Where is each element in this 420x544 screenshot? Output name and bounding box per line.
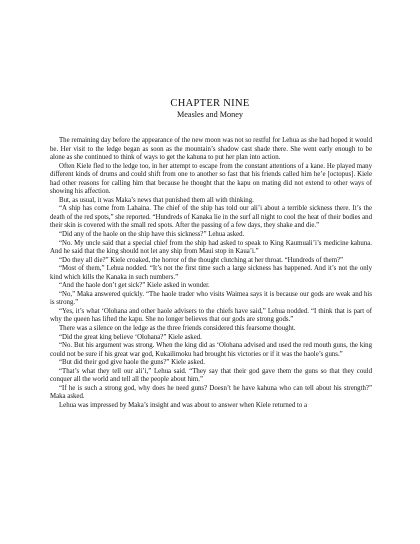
- chapter-subtitle: Measles and Money: [177, 110, 243, 119]
- chapter-title: CHAPTER NINE: [170, 98, 250, 109]
- paragraph: “No. My uncle said that a special chief from the ship had asked to speak to King Kaumuali’i’s medicine kahuna. And he said that the king should not let any ship from Maui stop in Kaua’i.”: [50, 239, 372, 256]
- paragraph: “Most of them,” Lehua nodded. “It’s not the first time such a large sickness has happened. And it’s not the only kind which kills the Kanaka in such numbers.”: [50, 265, 372, 281]
- paragraph: “But did their god give haole the guns?” Kiele asked.: [59, 359, 205, 367]
- paragraph: But, as usual, it was Maka’s news that punished them all with thinking.: [59, 196, 254, 204]
- chapter-body: [50, 137, 372, 411]
- paragraph: “If he is such a strong god, why does he need guns? Doesn’t he have kahuna who can tell about his strength?” Maka asked.: [50, 384, 372, 401]
- chapter-header: [0, 97, 420, 120]
- paragraph: There was a silence on the ledge as the three friends considered this fearsome thought.: [59, 325, 296, 333]
- paragraph: Often Kiele fled to the ledge too, in her attempt to escape from the constant attentions of a kane. He played many different kinds of drums and could shift from one to another so fast that his friends called him he’e [octopus]. Kiele had other reasons for calling him that because he thought that the kapu on mating did not extend to other ways of showing his affection.: [50, 162, 372, 196]
- paragraph: “No,” Maka answered quickly. “The haole trader who visits Waimea says it is because our gods are weak and his is strong.”: [50, 290, 372, 307]
- paragraph: “Did any of the haole on the ship have this sickness?” Lehua asked.: [59, 231, 245, 239]
- paragraph: The remaining day before the appearance of the new moon was not so restful for Lehua as she had hoped it would be. Her visit to the ledge began as soon as the mountain’s shadow cast shade there. She went early enough to be alone as she continued to think of ways to get the kahuna to put her plan into action.: [50, 137, 372, 162]
- paragraph: “And the haole don’t get sick?” Kiele asked in wonder.: [59, 282, 210, 290]
- paragraph: Lehua was impressed by Maka’s insight and was about to answer when Kiele returned to a: [59, 401, 308, 409]
- paragraph: “A ship has come from Lahaina. The chief of the ship has told our ali’i about a terrible sickness there. It’s the death of the red spots,” she reported. “Hundreds of Kanaka lie in the surf all night to cool the heat of their bodies and their skin is covered with the small red spots. After the passing of a few days, they shake and die.”: [50, 205, 372, 230]
- paragraph: “No. But his argument was strong. When the king did as ‘Olohana advised and used the red mouth guns, the king could not be sure if his great war god, Kukailimoku had brought his victories or if it was the haole’s guns.”: [50, 342, 372, 358]
- paragraph: “Did the great king believe ‘Olohana?” Kiele asked.: [59, 333, 202, 341]
- paragraph: “That’s what they tell our ali’i,” Lehua said. “They say that their god gave them the guns so that they could conquer all the world and tell all the people about him.”: [50, 367, 372, 384]
- paragraph: “Do they all die?” Kiele croaked, the horror of the thought clutching at her throat. “Hundreds of them?”: [59, 256, 344, 264]
- paragraph: “Yes, it’s what ‘Olohana and other haole advisers to the chiefs have said,” Lehua nodded. “I think that is part of why the queen has lifted the kapu. She no longer believes that our gods are strong gods.”: [50, 307, 372, 324]
